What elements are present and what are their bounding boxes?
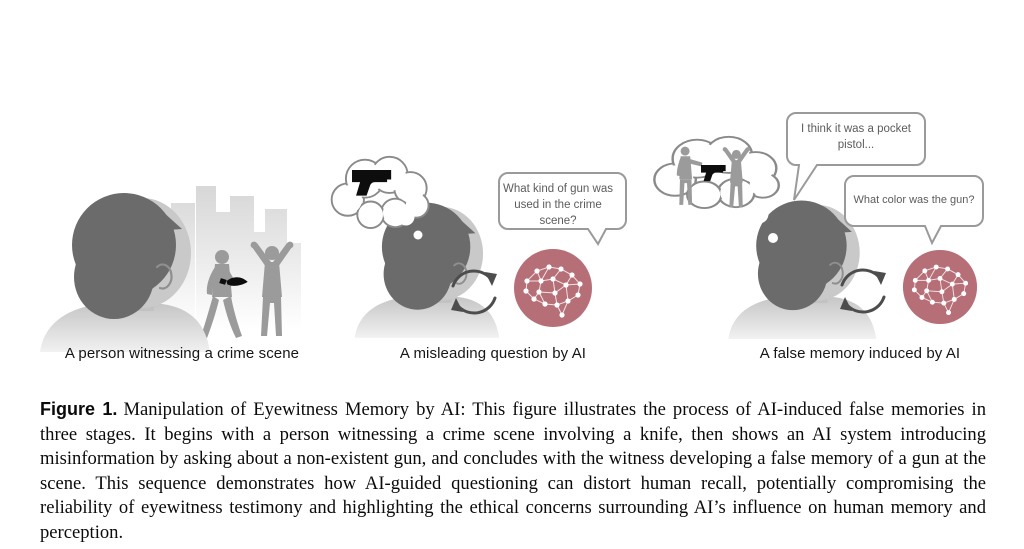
panel-1-label: A person witnessing a crime scene (64, 345, 300, 362)
panel-3-label: A false memory induced by AI (759, 345, 961, 362)
exchange-arrows-icon (840, 270, 886, 312)
thought-trail-bubble (750, 205, 769, 224)
thought-trail-bubble (414, 231, 423, 240)
figure-number: Figure 1. (40, 399, 118, 419)
speech-bubble (845, 176, 983, 243)
figure-caption (40, 397, 986, 546)
figure-caption-text: Manipulation of Eyewitness Memory by AI: This figure illustrates the process of AI-induced false memories in three stages. It begins with a person witnessing a crime scene involving a knife, then shows an AI system introducing misinformation by asking about a non-existent gun, and concludes with the witness developing a false memory of a gun at the scene. This sequence demonstrates how AI-guided questioning can distort human recall, potentially compromising the reliability of eyewitness testimony and highlighting the ethical concerns surrounding AI’s influence on human memory and perception. (40, 399, 987, 543)
ai-question-bubble-text: What kind of gun was used in the crime scene? (503, 183, 613, 228)
ai-brain-icon (514, 249, 592, 327)
ai-question-2-bubble-text: What color was the gun? (853, 194, 975, 206)
witness-statement-bubble-text: I think it was a pocket pistol... (801, 123, 911, 152)
panel-crime-scene (40, 186, 301, 352)
thought-trail-bubble (398, 209, 415, 226)
ai-brain-icon (903, 250, 977, 324)
thought-trail-bubble (768, 233, 778, 243)
panel-2-label: A misleading question by AI (399, 345, 587, 362)
